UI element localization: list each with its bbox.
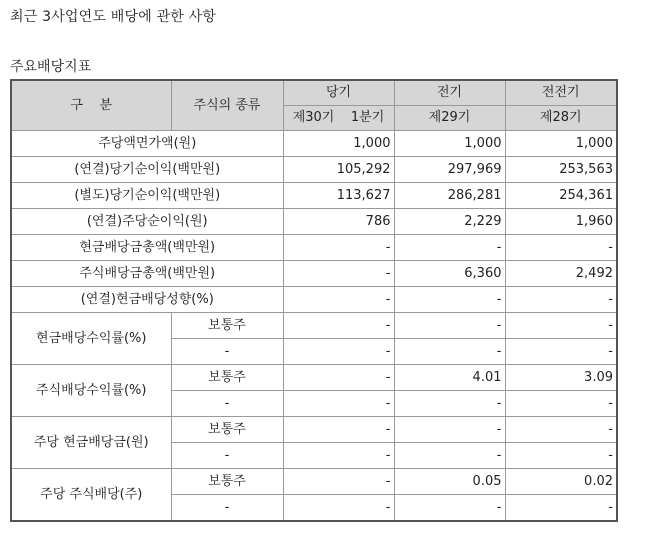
row-label: 주식배당금총액(백만원) [11,261,283,287]
cell-current: - [283,313,394,339]
cell-prior: - [394,235,505,261]
cell-current: - [283,391,394,417]
header-stock-type: 주식의 종류 [171,80,283,131]
cell-prior2: 254,361 [505,183,617,209]
cell-current: - [283,261,394,287]
section-heading: 최근 3사업연도 배당에 관한 사항 [10,9,217,25]
table-row [11,417,617,443]
cell-current: - [283,417,394,443]
table-row [11,287,617,313]
cell-current: 1,000 [283,131,394,157]
cell-current: - [283,495,394,522]
header-prior-period: 제29기 [394,106,505,131]
table-row [11,157,617,183]
group-label: 주당 현금배당금(원) [11,417,171,469]
header-prior: 전기 [394,80,505,106]
cell-prior: 6,360 [394,261,505,287]
dividend-indicators-table [10,79,618,522]
cell-current: - [283,235,394,261]
cell-stock-type: 보통주 [171,469,283,495]
row-label: 주당액면가액(원) [11,131,283,157]
table-row [11,313,617,339]
row-label: 현금배당금총액(백만원) [11,235,283,261]
group-label: 주식배당수익률(%) [11,365,171,417]
cell-prior2: 2,492 [505,261,617,287]
table-row [11,235,617,261]
cell-prior: 297,969 [394,157,505,183]
cell-prior2: - [505,391,617,417]
cell-prior: 1,000 [394,131,505,157]
cell-prior: - [394,339,505,365]
cell-prior2: 1,960 [505,209,617,235]
cell-prior2: - [505,235,617,261]
cell-prior: - [394,287,505,313]
table-row [11,469,617,495]
cell-prior: 0.05 [394,469,505,495]
header-row-1 [11,80,617,106]
cell-prior: 2,229 [394,209,505,235]
header-current: 당기 [283,80,394,106]
cell-stock-type: 보통주 [171,365,283,391]
header-prior2-period: 제28기 [505,106,617,131]
cell-stock-type: - [171,443,283,469]
cell-stock-type: 보통주 [171,313,283,339]
cell-prior: - [394,313,505,339]
cell-current: 786 [283,209,394,235]
table-row [11,209,617,235]
cell-current: - [283,339,394,365]
cell-prior: - [394,391,505,417]
cell-current: 113,627 [283,183,394,209]
cell-current: - [283,287,394,313]
cell-prior2: - [505,443,617,469]
cell-prior2: 0.02 [505,469,617,495]
table-row [11,183,617,209]
cell-prior: - [394,417,505,443]
header-current-period: 제30기 1분기 [283,106,394,131]
cell-prior: - [394,443,505,469]
group-label: 현금배당수익률(%) [11,313,171,365]
cell-prior2: 1,000 [505,131,617,157]
cell-prior2: 253,563 [505,157,617,183]
cell-prior2: - [505,339,617,365]
table-row [11,261,617,287]
header-category: 구 분 [11,80,171,131]
row-label: (연결)주당순이익(원) [11,209,283,235]
cell-prior: 286,281 [394,183,505,209]
header-prior2: 전전기 [505,80,617,106]
table-row [11,131,617,157]
cell-prior2: 3.09 [505,365,617,391]
table-title: 주요배당지표 [10,59,92,75]
group-label: 주당 주식배당(주) [11,469,171,522]
cell-stock-type: 보통주 [171,417,283,443]
cell-prior2: - [505,287,617,313]
cell-current: - [283,443,394,469]
cell-current: 105,292 [283,157,394,183]
cell-current: - [283,469,394,495]
cell-stock-type: - [171,391,283,417]
cell-prior2: - [505,417,617,443]
table-row [11,365,617,391]
row-label: (연결)현금배당성향(%) [11,287,283,313]
cell-prior: 4.01 [394,365,505,391]
cell-stock-type: - [171,339,283,365]
row-label: (별도)당기순이익(백만원) [11,183,283,209]
row-label: (연결)당기순이익(백만원) [11,157,283,183]
cell-stock-type: - [171,495,283,522]
cell-prior: - [394,495,505,522]
cell-prior2: - [505,313,617,339]
cell-prior2: - [505,495,617,522]
cell-current: - [283,365,394,391]
